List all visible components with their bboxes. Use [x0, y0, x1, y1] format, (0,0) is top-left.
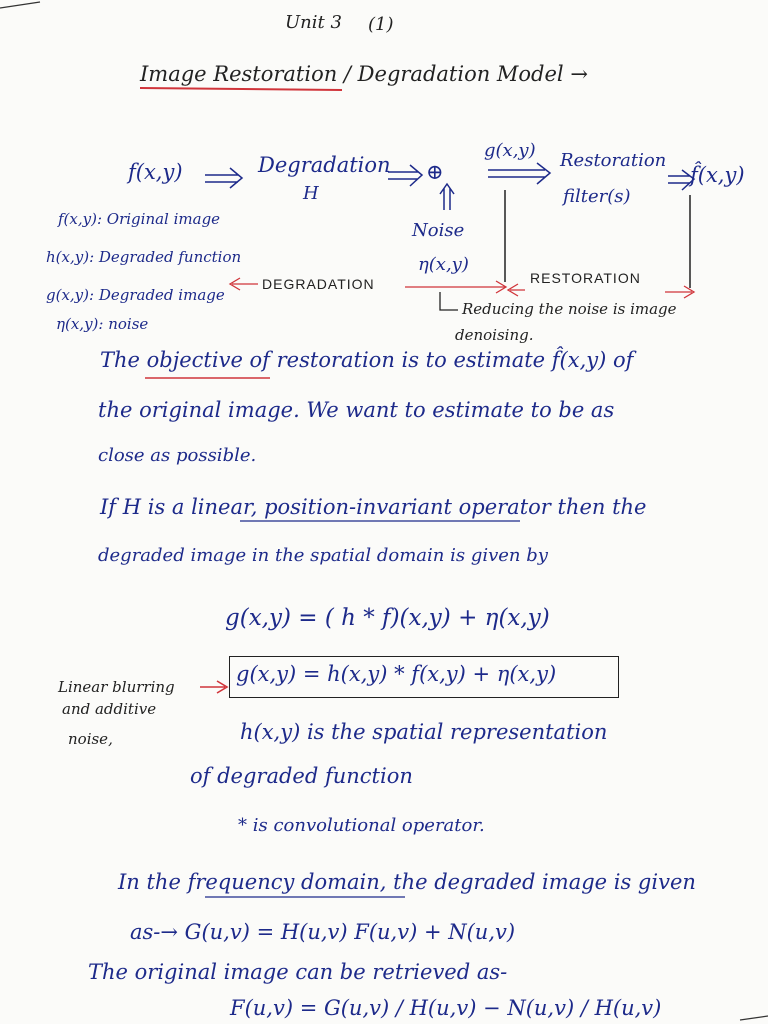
- frequency-equation: as-→ G(u,v) = H(u,v) F(u,v) + N(u,v): [130, 920, 516, 944]
- retrieval-line: The original image can be retrieved as-: [88, 960, 508, 984]
- spatial-representation-line: h(x,y) is the spatial representation: [240, 720, 608, 744]
- degradation-span-label: DEGRADATION: [262, 276, 375, 292]
- boxed-equation: g(x,y) = h(x,y) * f(x,y) + η(x,y): [236, 662, 557, 686]
- legend-item: g(x,y): Degraded image: [46, 286, 225, 304]
- objective-line-1: The objective of restoration is to estimate f̂(x,y) of: [100, 348, 634, 372]
- noise-label: Noise: [412, 220, 465, 241]
- side-note-line-1: Linear blurring: [58, 678, 175, 696]
- linear-operator-line-2: degraded image in the spatial domain is given by: [98, 545, 548, 566]
- side-note-line-3: noise,: [68, 730, 113, 748]
- restoration-filter: filter(s): [563, 186, 631, 207]
- page-number: (1): [368, 14, 394, 35]
- restoration-block: Restoration: [560, 150, 667, 171]
- denoise-note: Reducing the noise is image: [462, 300, 677, 318]
- linear-operator-line-1: If H is a linear, position-invariant operator then the: [100, 495, 647, 519]
- side-note-line-2: and additive: [62, 700, 157, 718]
- degraded-function-line: of degraded function: [190, 764, 413, 788]
- restoration-span-label: RESTORATION: [530, 270, 641, 286]
- retrieval-equation: F(u,v) = G(u,v) / H(u,v) − N(u,v) / H(u,v): [230, 996, 662, 1020]
- noise-symbol: η(x,y): [418, 254, 469, 275]
- page-title: Image Restoration / Degradation Model →: [140, 62, 588, 86]
- degradation-block: Degradation: [258, 153, 391, 177]
- output-estimate: f̂(x,y): [690, 163, 745, 187]
- legend-item: h(x,y): Degraded function: [46, 248, 242, 266]
- objective-line-3: close as possible.: [98, 445, 257, 466]
- denoise-note-cont: denoising.: [455, 326, 534, 344]
- spatial-equation: g(x,y) = ( h * f)(x,y) + η(x,y): [225, 605, 550, 631]
- frequency-line-1: In the frequency domain, the degraded image is given: [118, 870, 696, 894]
- input-signal: f(x,y): [128, 160, 183, 184]
- degradation-operator: H: [303, 183, 319, 204]
- degraded-signal: g(x,y): [484, 140, 536, 161]
- legend-item: η(x,y): noise: [56, 315, 149, 333]
- adder-symbol: ⊕: [426, 160, 444, 184]
- legend-item: f(x,y): Original image: [58, 210, 221, 228]
- unit-label: Unit 3: [285, 12, 342, 33]
- objective-line-2: the original image. We want to estimate to be as: [98, 398, 615, 422]
- convolution-line: * is convolutional operator.: [238, 815, 485, 836]
